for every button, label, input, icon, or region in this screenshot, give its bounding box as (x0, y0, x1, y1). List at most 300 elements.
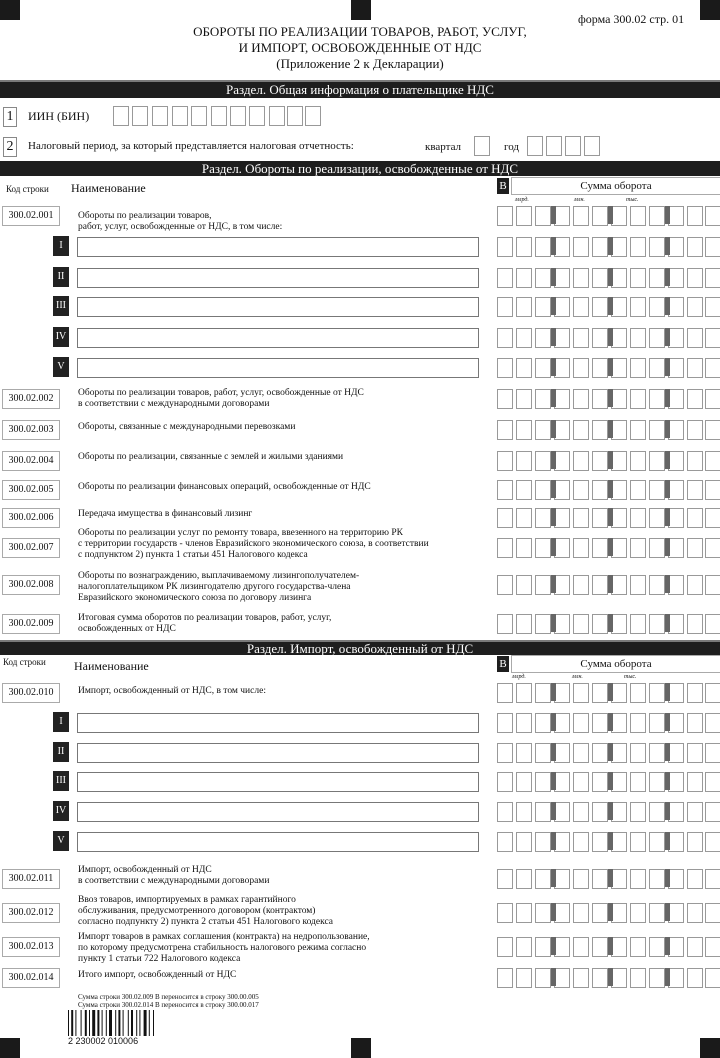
amount-digit-box[interactable] (705, 237, 720, 257)
amount-digit-box[interactable] (687, 802, 703, 822)
amount-digit-box[interactable] (554, 937, 570, 957)
amount-digit-box[interactable] (687, 937, 703, 957)
amount-digit-box[interactable] (535, 480, 551, 500)
amount-digit-box[interactable] (516, 389, 532, 409)
sub-row-name-input[interactable] (77, 237, 479, 257)
amount-digit-box[interactable] (554, 802, 570, 822)
amount-digit-box[interactable] (535, 713, 551, 733)
amount-digit-box[interactable] (573, 772, 589, 792)
amount-digit-box[interactable] (649, 869, 665, 889)
amount-digit-box[interactable] (687, 903, 703, 923)
amount-digit-box[interactable] (705, 937, 720, 957)
amount-digit-box[interactable] (630, 268, 646, 288)
amount-digit-box[interactable] (497, 538, 513, 558)
amount-digit-box[interactable] (554, 538, 570, 558)
amount-digit-box[interactable] (497, 575, 513, 595)
amount-digit-box[interactable] (705, 832, 720, 852)
amount-digit-box[interactable] (516, 358, 532, 378)
amount-digit-box[interactable] (705, 538, 720, 558)
amount-digit-box[interactable] (649, 237, 665, 257)
sub-row-name-input[interactable] (77, 743, 479, 763)
amount-digit-box[interactable] (554, 420, 570, 440)
amount-digit-box[interactable] (649, 451, 665, 471)
amount-digit-box[interactable] (630, 937, 646, 957)
amount-digit-box[interactable] (554, 237, 570, 257)
amount-digit-box[interactable] (535, 802, 551, 822)
amount-digit-box[interactable] (516, 206, 532, 226)
amount-digit-box[interactable] (497, 451, 513, 471)
amount-digit-box[interactable] (649, 903, 665, 923)
amount-digit-box[interactable] (630, 206, 646, 226)
amount-digit-box[interactable] (611, 508, 627, 528)
amount-digit-box[interactable] (573, 802, 589, 822)
amount-digit-box[interactable] (497, 903, 513, 923)
amount-digit-box[interactable] (497, 772, 513, 792)
amount-digit-box[interactable] (611, 869, 627, 889)
amount-digit-box[interactable] (535, 743, 551, 763)
amount-digit-box[interactable] (630, 869, 646, 889)
amount-digit-box[interactable] (611, 237, 627, 257)
amount-digit-box[interactable] (535, 832, 551, 852)
amount-digit-box[interactable] (573, 451, 589, 471)
amount-digit-box[interactable] (630, 903, 646, 923)
amount-digit-box[interactable] (573, 328, 589, 348)
amount-digit-box[interactable] (554, 614, 570, 634)
amount-digit-box[interactable] (649, 297, 665, 317)
amount-digit-box[interactable] (554, 869, 570, 889)
iin-digit-box[interactable] (132, 106, 148, 126)
amount-digit-box[interactable] (516, 713, 532, 733)
amount-digit-box[interactable] (611, 903, 627, 923)
amount-digit-box[interactable] (649, 480, 665, 500)
amount-digit-box[interactable] (705, 389, 720, 409)
amount-digit-box[interactable] (705, 480, 720, 500)
amount-digit-box[interactable] (535, 206, 551, 226)
amount-digit-box[interactable] (497, 389, 513, 409)
amount-digit-box[interactable] (497, 508, 513, 528)
amount-digit-box[interactable] (668, 328, 684, 348)
amount-digit-box[interactable] (497, 743, 513, 763)
amount-digit-box[interactable] (592, 389, 608, 409)
sub-row-name-input[interactable] (77, 328, 479, 348)
amount-digit-box[interactable] (592, 683, 608, 703)
amount-digit-box[interactable] (592, 237, 608, 257)
amount-digit-box[interactable] (592, 480, 608, 500)
amount-digit-box[interactable] (573, 937, 589, 957)
amount-digit-box[interactable] (554, 683, 570, 703)
amount-digit-box[interactable] (554, 389, 570, 409)
amount-digit-box[interactable] (535, 903, 551, 923)
quarter-input[interactable] (474, 136, 490, 156)
amount-digit-box[interactable] (516, 968, 532, 988)
year-digit-box[interactable] (546, 136, 562, 156)
amount-digit-box[interactable] (705, 772, 720, 792)
amount-digit-box[interactable] (592, 832, 608, 852)
sub-row-name-input[interactable] (77, 268, 479, 288)
amount-digit-box[interactable] (705, 968, 720, 988)
amount-digit-box[interactable] (535, 297, 551, 317)
amount-digit-box[interactable] (611, 937, 627, 957)
amount-digit-box[interactable] (611, 832, 627, 852)
amount-digit-box[interactable] (497, 480, 513, 500)
amount-digit-box[interactable] (554, 508, 570, 528)
amount-digit-box[interactable] (592, 869, 608, 889)
amount-digit-box[interactable] (535, 358, 551, 378)
amount-digit-box[interactable] (573, 297, 589, 317)
amount-digit-box[interactable] (497, 268, 513, 288)
amount-digit-box[interactable] (630, 743, 646, 763)
amount-digit-box[interactable] (535, 508, 551, 528)
amount-digit-box[interactable] (705, 869, 720, 889)
amount-digit-box[interactable] (516, 832, 532, 852)
amount-digit-box[interactable] (630, 328, 646, 348)
amount-digit-box[interactable] (573, 206, 589, 226)
amount-digit-box[interactable] (630, 713, 646, 733)
amount-digit-box[interactable] (554, 903, 570, 923)
amount-digit-box[interactable] (649, 743, 665, 763)
iin-digit-box[interactable] (305, 106, 321, 126)
amount-digit-box[interactable] (668, 869, 684, 889)
amount-digit-box[interactable] (573, 237, 589, 257)
amount-digit-box[interactable] (592, 903, 608, 923)
amount-digit-box[interactable] (592, 420, 608, 440)
amount-digit-box[interactable] (611, 389, 627, 409)
amount-digit-box[interactable] (611, 451, 627, 471)
sub-row-name-input[interactable] (77, 772, 479, 792)
amount-digit-box[interactable] (630, 802, 646, 822)
amount-digit-box[interactable] (668, 903, 684, 923)
amount-digit-box[interactable] (611, 575, 627, 595)
iin-digit-box[interactable] (287, 106, 303, 126)
amount-digit-box[interactable] (592, 538, 608, 558)
amount-digit-box[interactable] (592, 451, 608, 471)
amount-digit-box[interactable] (705, 802, 720, 822)
amount-digit-box[interactable] (592, 297, 608, 317)
amount-digit-box[interactable] (611, 802, 627, 822)
amount-digit-box[interactable] (668, 743, 684, 763)
amount-digit-box[interactable] (592, 968, 608, 988)
amount-digit-box[interactable] (687, 451, 703, 471)
amount-digit-box[interactable] (497, 832, 513, 852)
amount-digit-box[interactable] (649, 772, 665, 792)
amount-digit-box[interactable] (630, 832, 646, 852)
amount-digit-box[interactable] (649, 206, 665, 226)
amount-digit-box[interactable] (573, 358, 589, 378)
amount-digit-box[interactable] (687, 683, 703, 703)
amount-digit-box[interactable] (516, 328, 532, 348)
amount-digit-box[interactable] (611, 683, 627, 703)
amount-digit-box[interactable] (516, 268, 532, 288)
amount-digit-box[interactable] (592, 713, 608, 733)
amount-digit-box[interactable] (554, 206, 570, 226)
amount-digit-box[interactable] (705, 903, 720, 923)
amount-digit-box[interactable] (687, 772, 703, 792)
amount-digit-box[interactable] (497, 297, 513, 317)
amount-digit-box[interactable] (668, 508, 684, 528)
amount-digit-box[interactable] (705, 451, 720, 471)
amount-digit-box[interactable] (687, 237, 703, 257)
amount-digit-box[interactable] (516, 575, 532, 595)
sub-row-name-input[interactable] (77, 358, 479, 378)
amount-digit-box[interactable] (573, 389, 589, 409)
amount-digit-box[interactable] (668, 614, 684, 634)
amount-digit-box[interactable] (592, 206, 608, 226)
amount-digit-box[interactable] (516, 508, 532, 528)
amount-digit-box[interactable] (649, 389, 665, 409)
amount-digit-box[interactable] (535, 683, 551, 703)
amount-digit-box[interactable] (611, 968, 627, 988)
amount-digit-box[interactable] (611, 743, 627, 763)
amount-digit-box[interactable] (516, 802, 532, 822)
iin-digit-box[interactable] (113, 106, 129, 126)
amount-digit-box[interactable] (535, 420, 551, 440)
amount-digit-box[interactable] (668, 538, 684, 558)
amount-digit-box[interactable] (649, 538, 665, 558)
amount-digit-box[interactable] (611, 538, 627, 558)
amount-digit-box[interactable] (668, 389, 684, 409)
amount-digit-box[interactable] (668, 268, 684, 288)
amount-digit-box[interactable] (611, 297, 627, 317)
amount-digit-box[interactable] (516, 683, 532, 703)
amount-digit-box[interactable] (649, 832, 665, 852)
amount-digit-box[interactable] (497, 206, 513, 226)
amount-digit-box[interactable] (497, 968, 513, 988)
amount-digit-box[interactable] (497, 614, 513, 634)
amount-digit-box[interactable] (554, 451, 570, 471)
amount-digit-box[interactable] (573, 743, 589, 763)
amount-digit-box[interactable] (611, 713, 627, 733)
amount-digit-box[interactable] (630, 772, 646, 792)
amount-digit-box[interactable] (592, 937, 608, 957)
amount-digit-box[interactable] (592, 328, 608, 348)
iin-digit-box[interactable] (230, 106, 246, 126)
amount-digit-box[interactable] (611, 480, 627, 500)
amount-digit-box[interactable] (497, 683, 513, 703)
amount-digit-box[interactable] (687, 832, 703, 852)
amount-digit-box[interactable] (649, 268, 665, 288)
amount-digit-box[interactable] (535, 538, 551, 558)
amount-digit-box[interactable] (497, 328, 513, 348)
amount-digit-box[interactable] (630, 297, 646, 317)
amount-digit-box[interactable] (630, 968, 646, 988)
amount-digit-box[interactable] (649, 937, 665, 957)
year-digit-box[interactable] (527, 136, 543, 156)
amount-digit-box[interactable] (687, 869, 703, 889)
amount-digit-box[interactable] (592, 268, 608, 288)
amount-digit-box[interactable] (630, 614, 646, 634)
amount-digit-box[interactable] (705, 575, 720, 595)
amount-digit-box[interactable] (687, 538, 703, 558)
sub-row-name-input[interactable] (77, 832, 479, 852)
amount-digit-box[interactable] (611, 772, 627, 792)
amount-digit-box[interactable] (668, 832, 684, 852)
amount-digit-box[interactable] (705, 683, 720, 703)
amount-digit-box[interactable] (668, 420, 684, 440)
amount-digit-box[interactable] (630, 575, 646, 595)
amount-digit-box[interactable] (630, 389, 646, 409)
amount-digit-box[interactable] (668, 802, 684, 822)
amount-digit-box[interactable] (573, 420, 589, 440)
amount-digit-box[interactable] (649, 683, 665, 703)
amount-digit-box[interactable] (611, 268, 627, 288)
amount-digit-box[interactable] (649, 358, 665, 378)
amount-digit-box[interactable] (592, 614, 608, 634)
amount-digit-box[interactable] (573, 869, 589, 889)
amount-digit-box[interactable] (611, 328, 627, 348)
amount-digit-box[interactable] (573, 903, 589, 923)
amount-digit-box[interactable] (649, 968, 665, 988)
amount-digit-box[interactable] (535, 328, 551, 348)
amount-digit-box[interactable] (705, 297, 720, 317)
amount-digit-box[interactable] (649, 575, 665, 595)
amount-digit-box[interactable] (668, 206, 684, 226)
amount-digit-box[interactable] (516, 743, 532, 763)
amount-digit-box[interactable] (554, 743, 570, 763)
amount-digit-box[interactable] (516, 480, 532, 500)
amount-digit-box[interactable] (573, 508, 589, 528)
amount-digit-box[interactable] (630, 420, 646, 440)
amount-digit-box[interactable] (592, 802, 608, 822)
amount-digit-box[interactable] (630, 237, 646, 257)
amount-digit-box[interactable] (668, 772, 684, 792)
amount-digit-box[interactable] (668, 683, 684, 703)
amount-digit-box[interactable] (705, 328, 720, 348)
sub-row-name-input[interactable] (77, 802, 479, 822)
amount-digit-box[interactable] (554, 358, 570, 378)
amount-digit-box[interactable] (516, 903, 532, 923)
amount-digit-box[interactable] (687, 480, 703, 500)
amount-digit-box[interactable] (516, 420, 532, 440)
amount-digit-box[interactable] (668, 297, 684, 317)
amount-digit-box[interactable] (687, 713, 703, 733)
amount-digit-box[interactable] (573, 614, 589, 634)
amount-digit-box[interactable] (516, 937, 532, 957)
amount-digit-box[interactable] (573, 968, 589, 988)
amount-digit-box[interactable] (592, 508, 608, 528)
amount-digit-box[interactable] (687, 297, 703, 317)
amount-digit-box[interactable] (497, 869, 513, 889)
amount-digit-box[interactable] (649, 614, 665, 634)
amount-digit-box[interactable] (687, 508, 703, 528)
amount-digit-box[interactable] (687, 420, 703, 440)
amount-digit-box[interactable] (649, 713, 665, 733)
amount-digit-box[interactable] (573, 832, 589, 852)
amount-digit-box[interactable] (668, 937, 684, 957)
amount-digit-box[interactable] (649, 508, 665, 528)
amount-digit-box[interactable] (535, 869, 551, 889)
amount-digit-box[interactable] (554, 832, 570, 852)
amount-digit-box[interactable] (516, 451, 532, 471)
amount-digit-box[interactable] (573, 268, 589, 288)
amount-digit-box[interactable] (497, 237, 513, 257)
amount-digit-box[interactable] (535, 268, 551, 288)
amount-digit-box[interactable] (554, 328, 570, 348)
amount-digit-box[interactable] (649, 802, 665, 822)
amount-digit-box[interactable] (535, 968, 551, 988)
year-digit-box[interactable] (565, 136, 581, 156)
amount-digit-box[interactable] (611, 358, 627, 378)
amount-digit-box[interactable] (516, 614, 532, 634)
amount-digit-box[interactable] (630, 508, 646, 528)
amount-digit-box[interactable] (535, 575, 551, 595)
iin-digit-box[interactable] (211, 106, 227, 126)
amount-digit-box[interactable] (630, 480, 646, 500)
amount-digit-box[interactable] (554, 575, 570, 595)
amount-digit-box[interactable] (705, 206, 720, 226)
amount-digit-box[interactable] (516, 297, 532, 317)
amount-digit-box[interactable] (705, 614, 720, 634)
year-digit-box[interactable] (584, 136, 600, 156)
amount-digit-box[interactable] (705, 713, 720, 733)
amount-digit-box[interactable] (687, 268, 703, 288)
amount-digit-box[interactable] (705, 420, 720, 440)
amount-digit-box[interactable] (535, 451, 551, 471)
amount-digit-box[interactable] (668, 575, 684, 595)
amount-digit-box[interactable] (554, 713, 570, 733)
amount-digit-box[interactable] (573, 683, 589, 703)
amount-digit-box[interactable] (705, 358, 720, 378)
amount-digit-box[interactable] (535, 937, 551, 957)
sub-row-name-input[interactable] (77, 713, 479, 733)
amount-digit-box[interactable] (516, 538, 532, 558)
amount-digit-box[interactable] (687, 206, 703, 226)
iin-digit-box[interactable] (249, 106, 265, 126)
amount-digit-box[interactable] (649, 420, 665, 440)
amount-digit-box[interactable] (573, 480, 589, 500)
amount-digit-box[interactable] (630, 683, 646, 703)
amount-digit-box[interactable] (668, 713, 684, 733)
iin-digit-box[interactable] (191, 106, 207, 126)
amount-digit-box[interactable] (705, 268, 720, 288)
amount-digit-box[interactable] (516, 869, 532, 889)
amount-digit-box[interactable] (573, 538, 589, 558)
amount-digit-box[interactable] (573, 575, 589, 595)
amount-digit-box[interactable] (516, 237, 532, 257)
amount-digit-box[interactable] (611, 420, 627, 440)
amount-digit-box[interactable] (554, 480, 570, 500)
amount-digit-box[interactable] (687, 968, 703, 988)
amount-digit-box[interactable] (630, 451, 646, 471)
amount-digit-box[interactable] (668, 237, 684, 257)
amount-digit-box[interactable] (592, 743, 608, 763)
amount-digit-box[interactable] (592, 772, 608, 792)
iin-digit-box[interactable] (269, 106, 285, 126)
amount-digit-box[interactable] (592, 575, 608, 595)
amount-digit-box[interactable] (668, 480, 684, 500)
amount-digit-box[interactable] (535, 614, 551, 634)
amount-digit-box[interactable] (630, 358, 646, 378)
sub-row-name-input[interactable] (77, 297, 479, 317)
amount-digit-box[interactable] (535, 389, 551, 409)
amount-digit-box[interactable] (497, 713, 513, 733)
amount-digit-box[interactable] (687, 575, 703, 595)
amount-digit-box[interactable] (649, 328, 665, 348)
amount-digit-box[interactable] (611, 206, 627, 226)
amount-digit-box[interactable] (497, 937, 513, 957)
amount-digit-box[interactable] (705, 743, 720, 763)
amount-digit-box[interactable] (687, 614, 703, 634)
amount-digit-box[interactable] (497, 358, 513, 378)
amount-digit-box[interactable] (554, 772, 570, 792)
amount-digit-box[interactable] (516, 772, 532, 792)
amount-digit-box[interactable] (705, 508, 720, 528)
amount-digit-box[interactable] (668, 451, 684, 471)
amount-digit-box[interactable] (554, 297, 570, 317)
amount-digit-box[interactable] (687, 389, 703, 409)
amount-digit-box[interactable] (535, 772, 551, 792)
amount-digit-box[interactable] (611, 614, 627, 634)
iin-digit-box[interactable] (152, 106, 168, 126)
